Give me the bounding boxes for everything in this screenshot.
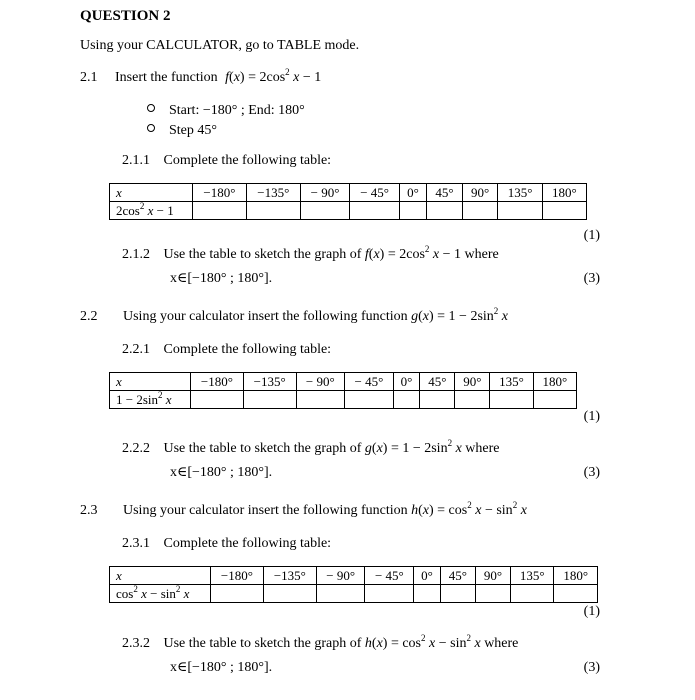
function-h-ref: $h(x) = \cos^2 x - \sin^2 x$ — [364, 633, 481, 651]
answer-cell[interactable] — [414, 585, 441, 603]
value-table-g — [109, 372, 577, 409]
answer-cell[interactable] — [243, 391, 296, 409]
where-word: where — [465, 441, 500, 456]
x-cell: 45° — [440, 567, 475, 585]
x-cell: −180° — [191, 373, 244, 391]
mark-2-2-1: (1) — [583, 409, 600, 424]
answer-cell[interactable] — [498, 202, 542, 220]
x-cell: 90° — [475, 567, 510, 585]
answer-cell[interactable] — [246, 202, 300, 220]
x-header-cell: x — [110, 184, 193, 202]
answer-cell[interactable] — [263, 585, 316, 603]
answer-cell[interactable] — [455, 391, 490, 409]
x-cell: − 90° — [296, 373, 345, 391]
where-word: where — [464, 247, 499, 262]
f-header-cell: $2\cos^2$ x − 1 — [110, 202, 193, 220]
question-text: Complete the following table: — [163, 153, 332, 168]
function-f: $f(x) = 2\cos^2$ x − 1 — [225, 67, 322, 85]
x-cell: − 90° — [316, 567, 365, 585]
question-number: 2.3.2 — [122, 636, 150, 651]
question-number: 2.2.2 — [122, 441, 150, 456]
table-row-f — [110, 202, 587, 220]
x-cell: 45° — [427, 184, 463, 202]
question-number: 2.1.1 — [122, 153, 150, 168]
x-header-cell: x — [110, 567, 211, 585]
answer-cell[interactable] — [191, 391, 244, 409]
start-end-bullet — [147, 103, 305, 119]
answer-cell[interactable] — [211, 585, 264, 603]
x-cell: 0° — [414, 567, 441, 585]
value-table-f — [109, 183, 587, 220]
table-row-g — [110, 391, 577, 409]
table-row-h — [110, 585, 598, 603]
h-header-cell: $\cos^2 x - \sin^2 x$ — [110, 585, 211, 603]
answer-cell[interactable] — [542, 202, 586, 220]
answer-cell[interactable] — [427, 202, 463, 220]
step-bullet — [147, 123, 217, 139]
question-number: 2.3.1 — [122, 536, 150, 551]
mark-2-3-1: (1) — [583, 604, 600, 619]
answer-cell[interactable] — [300, 202, 350, 220]
answer-cell[interactable] — [193, 202, 247, 220]
question-2-2-2 — [122, 438, 500, 457]
x-cell: −135° — [243, 373, 296, 391]
answer-cell[interactable] — [490, 391, 533, 409]
mark-2-2-2: (3) — [583, 465, 600, 480]
answer-cell[interactable] — [316, 585, 365, 603]
domain-2-3-2: x∈[−180° ; 180°]. — [170, 660, 273, 675]
x-cell: 180° — [542, 184, 586, 202]
question-text: Use the table to sketch the graph of — [163, 636, 362, 651]
section-text: Using your calculator insert the following function — [123, 309, 408, 324]
step-text: Step 45° — [169, 123, 217, 138]
question-text: Use the table to sketch the graph of — [163, 247, 362, 262]
table-row-x — [110, 567, 598, 585]
x-cell: − 45° — [365, 567, 414, 585]
intro-text: Using your CALCULATOR, go to TABLE mode. — [80, 38, 360, 53]
answer-cell[interactable] — [440, 585, 475, 603]
answer-cell[interactable] — [420, 391, 455, 409]
x-cell: 0° — [399, 184, 426, 202]
bullet-icon — [147, 124, 155, 132]
section-2-3-heading — [80, 500, 527, 519]
answer-cell[interactable] — [296, 391, 345, 409]
answer-cell[interactable] — [350, 202, 400, 220]
answer-cell[interactable] — [462, 202, 498, 220]
g-header-cell: $1 - 2\sin^2$ x — [110, 391, 191, 409]
x-cell: 90° — [455, 373, 490, 391]
x-cell: − 90° — [300, 184, 350, 202]
question-number: 2.1.2 — [122, 247, 150, 262]
function-g-ref: $g(x) = 1 - 2\sin^2$ x — [364, 438, 462, 456]
table-row-x — [110, 373, 577, 391]
question-2-1-2 — [122, 244, 499, 263]
x-cell: − 45° — [345, 373, 394, 391]
x-cell: 135° — [511, 567, 554, 585]
domain-2-1-2: x∈[−180° ; 180°]. — [170, 271, 273, 286]
question-title: QUESTION 2 — [80, 8, 171, 24]
where-word: where — [484, 636, 519, 651]
x-cell: −180° — [211, 567, 264, 585]
x-cell: 0° — [393, 373, 420, 391]
x-cell: −135° — [246, 184, 300, 202]
section-number: 2.1 — [80, 70, 98, 85]
section-text: Using your calculator insert the following function — [123, 503, 408, 518]
x-cell: 90° — [462, 184, 498, 202]
mark-2-1-1: (1) — [583, 228, 600, 243]
answer-cell[interactable] — [393, 391, 420, 409]
mark-2-1-2: (3) — [583, 271, 600, 286]
function-f-ref: $f(x) = 2\cos^2$ x − 1 — [364, 244, 462, 262]
question-text: Use the table to sketch the graph of — [163, 441, 362, 456]
question-2-3-2 — [122, 633, 519, 652]
section-2-1-heading — [80, 67, 322, 86]
x-cell: − 45° — [350, 184, 400, 202]
function-h: $h(x) = \cos^2 x - \sin^2 x$ — [411, 500, 527, 518]
x-cell: 180° — [533, 373, 576, 391]
section-number: 2.2 — [80, 309, 98, 324]
answer-cell[interactable] — [475, 585, 510, 603]
function-g: $g(x) = 1 - 2\sin^2$ x — [411, 306, 509, 324]
x-cell: 180° — [554, 567, 598, 585]
x-cell: −180° — [193, 184, 247, 202]
x-cell: 45° — [420, 373, 455, 391]
table-row-x — [110, 184, 587, 202]
question-2-3-1 — [122, 536, 331, 552]
x-cell: −135° — [263, 567, 316, 585]
mark-2-3-2: (3) — [583, 660, 600, 675]
answer-cell[interactable] — [554, 585, 598, 603]
question-text: Complete the following table: — [163, 342, 332, 357]
question-text: Complete the following table: — [163, 536, 332, 551]
domain-2-2-2: x∈[−180° ; 180°]. — [170, 465, 273, 480]
question-2-2-1 — [122, 342, 331, 358]
answer-cell[interactable] — [511, 585, 554, 603]
answer-cell[interactable] — [533, 391, 576, 409]
section-2-2-heading — [80, 306, 509, 325]
answer-cell[interactable] — [345, 391, 394, 409]
question-2-1-1 — [122, 153, 331, 169]
question-number: 2.2.1 — [122, 342, 150, 357]
value-table-h — [109, 566, 598, 603]
x-header-cell: x — [110, 373, 191, 391]
section-text: Insert the function — [115, 70, 218, 85]
x-cell: 135° — [498, 184, 542, 202]
x-cell: 135° — [490, 373, 533, 391]
section-number: 2.3 — [80, 503, 98, 518]
bullet-icon — [147, 104, 155, 112]
answer-cell[interactable] — [399, 202, 426, 220]
start-end-text: Start: −180° ; End: 180° — [169, 103, 305, 118]
answer-cell[interactable] — [365, 585, 414, 603]
